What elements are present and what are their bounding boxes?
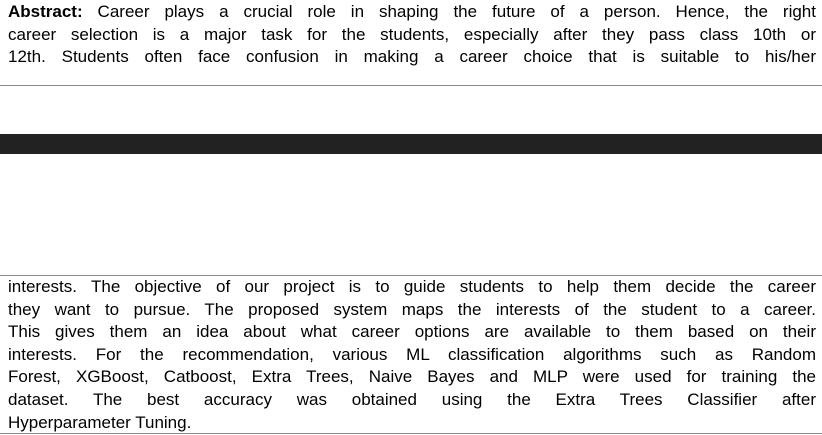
divider-top	[0, 85, 822, 86]
abstract-line-8: Forest, XGBoost, Catboost, Extra Trees, Naive Bayes and MLP were used for training the	[8, 367, 816, 387]
abstract-line-7: interests. For the recommendation, various ML classification algorithms such as Random	[8, 344, 816, 364]
divider-bottom	[0, 433, 822, 434]
abstract-label: Abstract:	[8, 2, 83, 21]
abstract-bottom-block	[8, 276, 816, 434]
abstract-line-10: Hyperparameter Tuning.	[8, 412, 192, 432]
dark-band	[0, 134, 822, 154]
abstract-line-6: This gives them an idea about what career options are available to them based on their	[8, 322, 816, 342]
abstract-line-4: interests. The objective of our project is to guide students to help them decide the career	[8, 277, 816, 296]
abstract-line-1	[8, 1, 816, 24]
abstract-top-block	[8, 1, 816, 69]
abstract-line-3: 12th. Students often face confusion in making a career choice that is suitable to his/her	[8, 47, 816, 67]
abstract-line-5: they want to pursue. The proposed system maps the interests of the student to a career.	[8, 299, 816, 319]
abstract-line-2: career selection is a major task for the students, especially after they pass class 10th or	[8, 24, 816, 44]
abstract-line-9: dataset. The best accuracy was obtained using the Extra Trees Classifier after	[8, 389, 816, 409]
abstract-line-1-text: Career plays a crucial role in shaping the future of a person. Hence, the right	[82, 2, 816, 21]
